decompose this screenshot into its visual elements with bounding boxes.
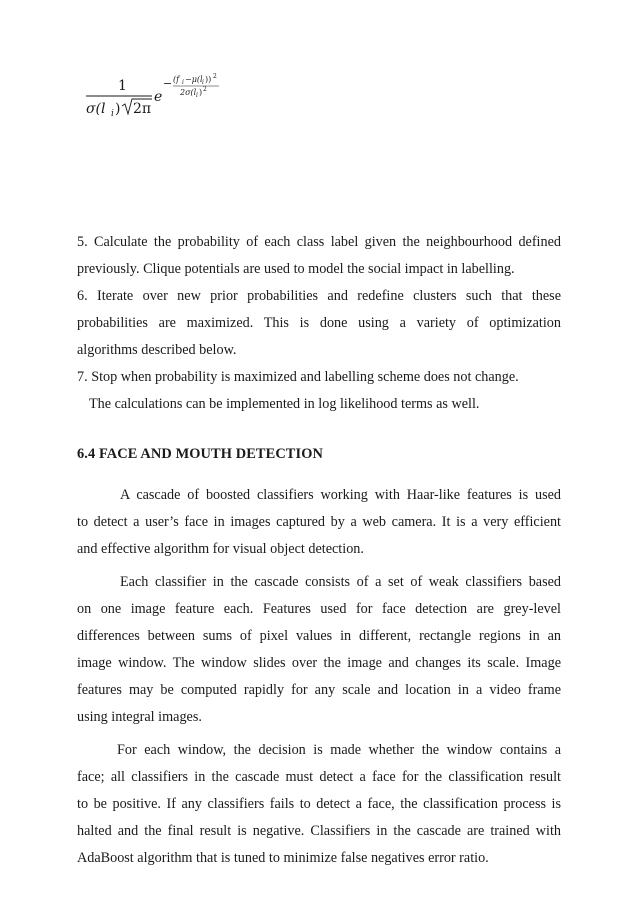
formula-exp-num: (f [173, 75, 180, 84]
p2-line1: Each classifier in the cascade consists of a set of weak classifiers based [120, 574, 561, 590]
step6-line1: 6. Iterate over new prior probabilities and redefine clusters such that these [77, 288, 561, 304]
step6-line3: algorithms described below. [77, 342, 237, 358]
p2-line6: using integral images. [77, 709, 202, 725]
step7-line2: The calculations can be implemented in log likelihood terms as well. [89, 396, 480, 412]
formula-exp-num-pow: 2 [213, 73, 217, 80]
p3-line3: to be positive. If any classifiers fails to detect a face, the classification process is [77, 796, 561, 812]
p3-line2: face; all classifiers in the cascade must detect a face for the classification result [77, 769, 561, 785]
gaussian-formula [84, 68, 284, 128]
p3-line1: For each window, the decision is made whether the window contains a [117, 742, 561, 758]
paragraph-3 [77, 737, 561, 872]
p3-line5: AdaBoost algorithm that is tuned to minimize false negatives error ratio. [77, 850, 489, 866]
p2-line2: on one image feature each. Features used for face detection are grey-level [77, 601, 561, 617]
p2-line3: differences between sums of pixel values in different, rectangle regions in an [77, 628, 561, 644]
formula-graphic [84, 68, 284, 128]
step6-line2: probabilities are maximized. This is done using a variety of optimization [77, 315, 561, 331]
formula-exp-num-sub2: i [202, 79, 204, 86]
formula-exp-num-sub: i [182, 79, 184, 86]
paragraph-2 [77, 569, 561, 731]
p1-line1: A cascade of boosted classifiers working with Haar-like features is used [120, 487, 561, 503]
formula-exp-num-close: )) [205, 75, 212, 84]
formula-exp-den-sub: i [196, 92, 198, 99]
p1-line3: and effective algorithm for visual object detection. [77, 541, 364, 557]
formula-exp-minus: − [163, 77, 173, 90]
steps-block [77, 229, 561, 418]
step5-line2: previously. Clique potentials are used to model the social impact in labelling. [77, 261, 515, 277]
step5-line1: 5. Calculate the probability of each class label given the neighbourhood defined [77, 234, 561, 250]
formula-denominator-close: ) [115, 101, 121, 117]
formula-exp-den-close: ) [199, 88, 203, 97]
section-heading: 6.4 FACE AND MOUTH DETECTION [77, 446, 323, 462]
p2-line5: features may be computed rapidly for any scale and location in a video frame [77, 682, 561, 698]
formula-sqrt-arg: 2π [133, 101, 152, 117]
step7-line1: 7. Stop when probability is maximized and labelling scheme does not change. [77, 369, 519, 385]
formula-exp-den: 2σ(l [180, 88, 197, 97]
p2-line4: image window. The window slides over the image and changes its scale. Image [77, 655, 561, 671]
formula-exp-den-pow: 2 [203, 86, 207, 93]
p1-line2: to detect a user’s face in images captured by a web camera. It is a very efficient [77, 514, 561, 530]
p3-line4: halted and the final result is negative. Classifiers in the cascade are trained with [77, 823, 561, 839]
formula-exp-num-mid: −μ(l [185, 75, 203, 84]
formula-denominator-sub: i [111, 109, 114, 119]
formula-base-e: e [154, 89, 163, 105]
formula-numerator: 1 [118, 78, 127, 94]
paragraph-1 [77, 482, 561, 563]
formula-denominator-sigma: σ(l [86, 101, 106, 117]
